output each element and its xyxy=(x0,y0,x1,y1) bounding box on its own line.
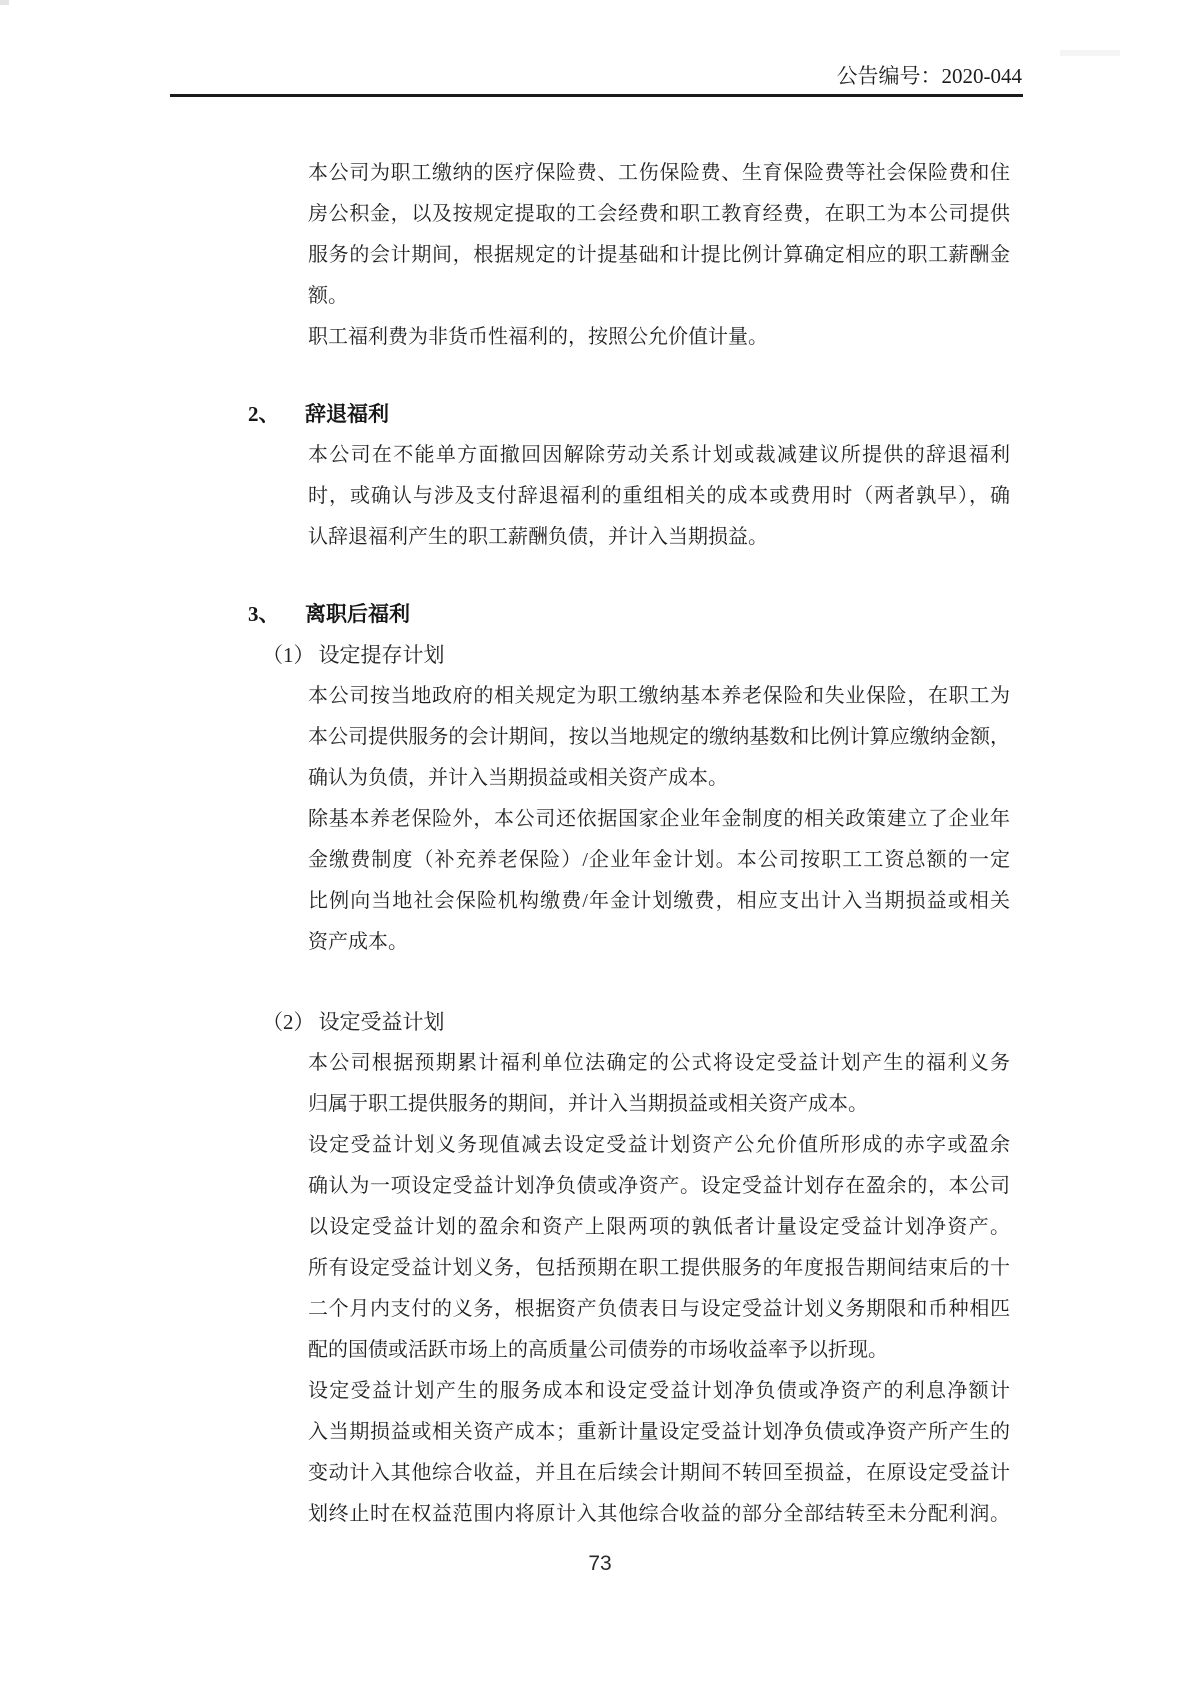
announcement-number: 公告编号：2020-044 xyxy=(836,64,1022,88)
text-line: 时，或确认与涉及支付辞退福利的重组相关的成本或费用时（两者孰早），确 xyxy=(308,485,1010,507)
paragraph xyxy=(308,1371,1010,1535)
header-rule xyxy=(170,94,1023,97)
scan-artifact xyxy=(0,0,9,5)
text-line: 入当期损益或相关资产成本；重新计量设定受益计划净负债或净资产所产生的 xyxy=(308,1421,1010,1443)
text-line: 本公司按当地政府的相关规定为职工缴纳基本养老保险和失业保险，在职工为 xyxy=(308,685,1010,707)
text-line: 所有设定受益计划义务，包括预期在职工提供服务的年度报告期间结束后的十 xyxy=(308,1257,1010,1279)
paragraph xyxy=(308,1043,1010,1125)
section-number: 2、 xyxy=(248,402,280,426)
text-line: 本公司提供服务的会计期间，按以当地规定的缴纳基数和比例计算应缴纳金额， xyxy=(308,726,1010,748)
text-line: 金缴费制度（补充养老保险）/企业年金计划。本公司按职工工资总额的一定 xyxy=(308,849,1010,871)
text-line: 确认为一项设定受益计划净负债或净资产。设定受益计划存在盈余的，本公司 xyxy=(308,1175,1010,1197)
paragraph xyxy=(308,799,1010,963)
sub-section-number: （1） xyxy=(262,643,315,667)
paragraph xyxy=(308,153,1010,317)
sub-section-title: 设定受益计划 xyxy=(318,1010,445,1034)
text-line: 资产成本。 xyxy=(308,931,408,953)
section-heading xyxy=(248,394,1010,435)
text-line: 设定受益计划产生的服务成本和设定受益计划净负债或净资产的利息净额计 xyxy=(308,1380,1010,1402)
scan-artifact xyxy=(1060,50,1120,56)
text-line: 设定受益计划义务现值减去设定受益计划资产公允价值所形成的赤字或盈余 xyxy=(308,1134,1010,1156)
text-line: 职工福利费为非货币性福利的，按照公允价值计量。 xyxy=(308,326,768,348)
section-number: 3、 xyxy=(248,602,280,626)
text-line: 配的国债或活跃市场上的高质量公司债券的市场收益率予以折现。 xyxy=(308,1339,888,1361)
text-line: 变动计入其他综合收益，并且在后续会计期间不转回至损益，在原设定受益计 xyxy=(308,1462,1010,1484)
text-line: 划终止时在权益范围内将原计入其他综合收益的部分全部结转至未分配利润。 xyxy=(308,1503,1010,1525)
text-line: 本公司为职工缴纳的医疗保险费、工伤保险费、生育保险费等社会保险费和住 xyxy=(308,162,1010,184)
paragraph xyxy=(308,317,1010,358)
paragraph xyxy=(308,1248,1010,1371)
text-line: 服务的会计期间，根据规定的计提基础和计提比例计算确定相应的职工薪酬金 xyxy=(308,244,1010,266)
section-title: 辞退福利 xyxy=(305,402,389,426)
text-line: 本公司在不能单方面撤回因解除劳动关系计划或裁减建议所提供的辞退福利 xyxy=(308,444,1010,466)
paragraph xyxy=(308,435,1010,558)
sub-section-title: 设定提存计划 xyxy=(318,643,445,667)
section-heading xyxy=(248,594,1010,635)
text-line: 认辞退福利产生的职工薪酬负债，并计入当期损益。 xyxy=(308,526,768,548)
paragraph xyxy=(308,1125,1010,1248)
text-line: 归属于职工提供服务的期间，并计入当期损益或相关资产成本。 xyxy=(308,1093,868,1115)
sub-section-number: （2） xyxy=(262,1010,315,1034)
text-line: 除基本养老保险外，本公司还依据国家企业年金制度的相关政策建立了企业年 xyxy=(308,808,1010,830)
text-line: 额。 xyxy=(308,285,348,307)
document-body xyxy=(230,153,1010,1535)
sub-section-heading xyxy=(262,1002,1010,1043)
section-title: 离职后福利 xyxy=(305,602,410,626)
page-number: 73 xyxy=(588,1552,612,1575)
paragraph xyxy=(308,676,1010,799)
text-line: 以设定受益计划的盈余和资产上限两项的孰低者计量设定受益计划净资产。 xyxy=(308,1216,1010,1238)
text-line: 二个月内支付的义务，根据资产负债表日与设定受益计划义务期限和币种相匹 xyxy=(308,1298,1010,1320)
text-line: 房公积金，以及按规定提取的工会经费和职工教育经费，在职工为本公司提供 xyxy=(308,203,1010,225)
text-line: 确认为负债，并计入当期损益或相关资产成本。 xyxy=(308,767,728,789)
page-footer xyxy=(0,1552,1200,1576)
text-line: 本公司根据预期累计福利单位法确定的公式将设定受益计划产生的福利义务 xyxy=(308,1052,1010,1074)
sub-section-heading xyxy=(262,635,1010,676)
text-line: 比例向当地社会保险机构缴费/年金计划缴费，相应支出计入当期损益或相关 xyxy=(308,890,1010,912)
page-header xyxy=(170,60,1022,90)
